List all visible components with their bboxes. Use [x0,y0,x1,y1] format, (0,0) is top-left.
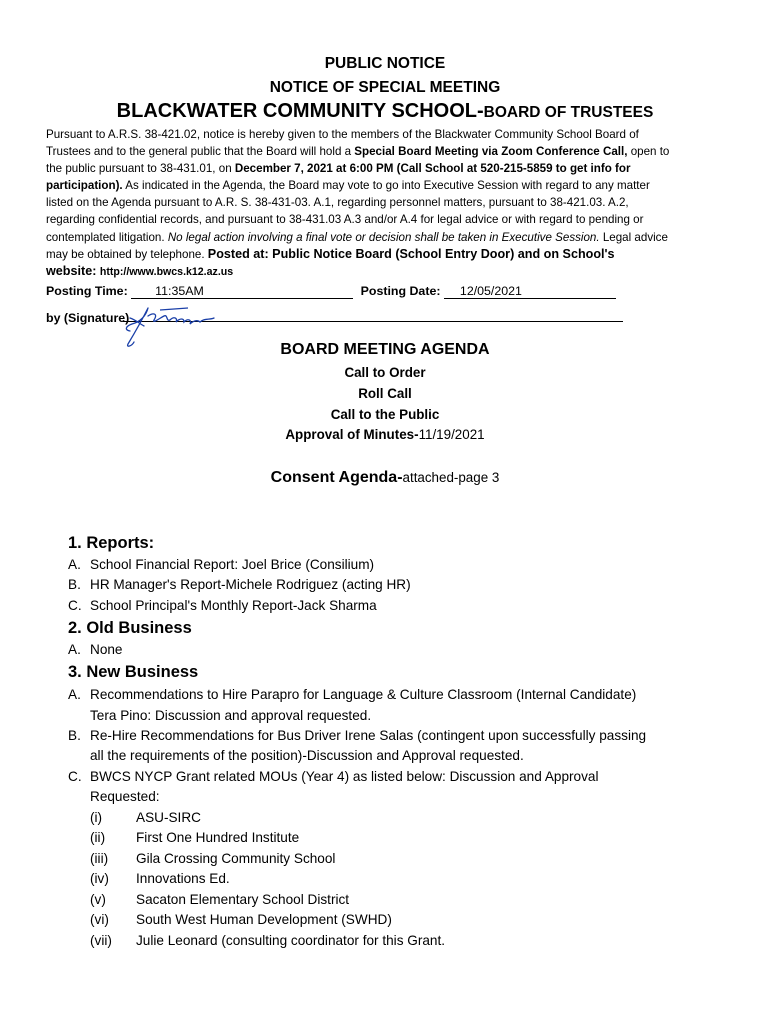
agenda-title: BOARD MEETING AGENDA [280,341,490,358]
sub-list-item [90,830,299,845]
list-item [68,596,377,617]
sub-list-text: Julie Leonard (consulting coordinator for this Grant. [136,933,446,948]
intro-line [46,246,730,263]
list-text: BWCS NYCP Grant related MOUs (Year 4) as listed below: Discussion and Approval [90,769,599,784]
sub-list-item [90,912,392,927]
intro-text: open to [627,145,670,159]
consent-label: Consent Agenda- [270,469,403,486]
posting-date-label: Posting Date: [360,284,441,298]
sub-list-text: ASU-SIRC [136,810,201,825]
title-public-notice: PUBLIC NOTICE [324,55,446,72]
list-label: A. [68,557,81,572]
list-text: None [90,642,123,657]
consent-agenda [0,469,770,487]
sub-list-item [90,871,230,886]
intro-text: the public pursuant to 38-431.01, on [46,162,235,176]
intro-line [46,143,730,160]
list-text: Recommendations to Hire Parapro for Language & Culture Classroom (Internal Candidate) [90,687,637,702]
sub-list-number: (iii) [90,851,109,866]
list-text: School Principal's Monthly Report-Jack Sharma [90,598,377,613]
list-label: C. [68,598,82,613]
list-label: C. [68,769,82,784]
title-special-meeting: NOTICE OF SPECIAL MEETING [269,79,501,96]
intro-bold-text: Special Board Meeting via Zoom Conference Call, [354,145,628,159]
list-item-continuation: Tera Pino: Discussion and approval requested. [90,708,372,723]
intro-bold-text: Posted at: Public Notice Board (School Entry Door) and on School's [207,246,615,261]
website-url: http://www.bwcs.k12.az.us [99,265,234,278]
intro-text: contemplated litigation. [46,230,168,244]
section-heading-new-business: 3. New Business [68,663,199,681]
list-text: HR Manager's Report-Michele Rodriguez (acting HR) [90,577,411,592]
intro-line [46,126,730,143]
list-item [68,555,374,576]
intro-bold-text: website: [46,263,100,278]
list-item [68,767,598,788]
list-label: A. [68,642,81,657]
list-text: School Financial Report: Joel Brice (Consilium) [90,557,375,572]
list-item [68,575,411,596]
minutes-label: Approval of Minutes- [285,427,419,442]
list-item-continuation: Requested: [90,789,160,804]
intro-text: regarding confidential records, and pursuant to 38-431.03 A.3 and/or A.4 for legal advice or with regard to pending or [46,213,644,227]
intro-text: Legal advice [599,230,668,244]
agenda-item-call-to-order: Call to Order [344,365,426,380]
sub-list-text: First One Hundred Institute [136,830,300,845]
title-board-of-trustees: BOARD OF TRUSTEES [483,104,654,121]
agenda-item-approval-minutes [0,427,770,442]
intro-text: may be obtained by telephone. [46,247,208,261]
sub-list-number: (vi) [90,912,109,927]
sub-list-item [90,933,445,948]
intro-bold-text: December 7, 2021 at 6:00 PM (Call School at 520-215-5859 to get info for [234,162,631,176]
intro-line [46,263,730,281]
section-heading-old-business: 2. Old Business [68,619,192,637]
intro-italic-text: No legal action involving a final vote or decision shall be taken in Executive Session. [167,230,600,244]
sub-list-text: Sacaton Elementary School District [136,892,350,907]
title-school-board [0,100,770,123]
intro-line [46,211,730,228]
list-item-continuation: all the requirements of the position)-Discussion and Approval requested. [90,748,524,763]
sub-list-number: (vii) [90,933,112,948]
intro-text: listed on the Agenda pursuant to A.R. S. 38-431-03. A.1, regarding personnel matters, pursuant to 38-421.03. A.2, [46,196,629,210]
agenda-item-call-to-public: Call to the Public [330,407,440,422]
list-label: B. [68,577,81,592]
sub-list-number: (i) [90,810,103,825]
signature-label: by (Signature) [46,311,130,325]
list-label: A. [68,687,81,702]
list-label: B. [68,728,81,743]
list-item [68,685,636,706]
posting-time-label: Posting Time: [46,284,128,298]
sub-list-number: (ii) [90,830,106,845]
sub-list-number: (iv) [90,871,109,886]
title-school-name: BLACKWATER COMMUNITY SCHOOL- [116,100,484,122]
intro-bold-text: participation). [46,179,123,193]
list-item [68,640,123,661]
sub-list-number: (v) [90,892,106,907]
list-item [68,726,646,747]
list-text: Re-Hire Recommendations for Bus Driver Irene Salas (contingent upon successfully passing [90,728,647,743]
intro-text: Trustees and to the general public that the Board will hold a [46,145,355,159]
section-heading-reports: 1. Reports: [68,534,155,552]
intro-text: As indicated in the Agenda, the Board may vote to go into Executive Session with regard to any matter [122,179,650,193]
sub-list-item [90,892,349,907]
agenda-item-roll-call: Roll Call [358,386,412,401]
sub-list-text: South West Human Development (SWHD) [136,912,392,927]
sub-list-text: Gila Crossing Community School [136,851,336,866]
minutes-date: 11/19/2021 [418,427,485,442]
sub-list-text: Innovations Ed. [136,871,230,886]
posting-date-value: 12/05/2021 [444,284,616,299]
sub-list-item [90,810,201,825]
intro-paragraph [46,126,730,281]
intro-text: Pursuant to A.R.S. 38-421.02, notice is hereby given to the members of the Blackwater Community School Board of [46,128,639,141]
intro-line [46,194,730,211]
intro-line [46,177,730,194]
sub-list-item [90,851,335,866]
posting-time-value: 11:35AM [131,284,353,299]
consent-note: attached-page 3 [402,470,500,485]
intro-line [46,229,730,246]
intro-line [46,160,730,177]
